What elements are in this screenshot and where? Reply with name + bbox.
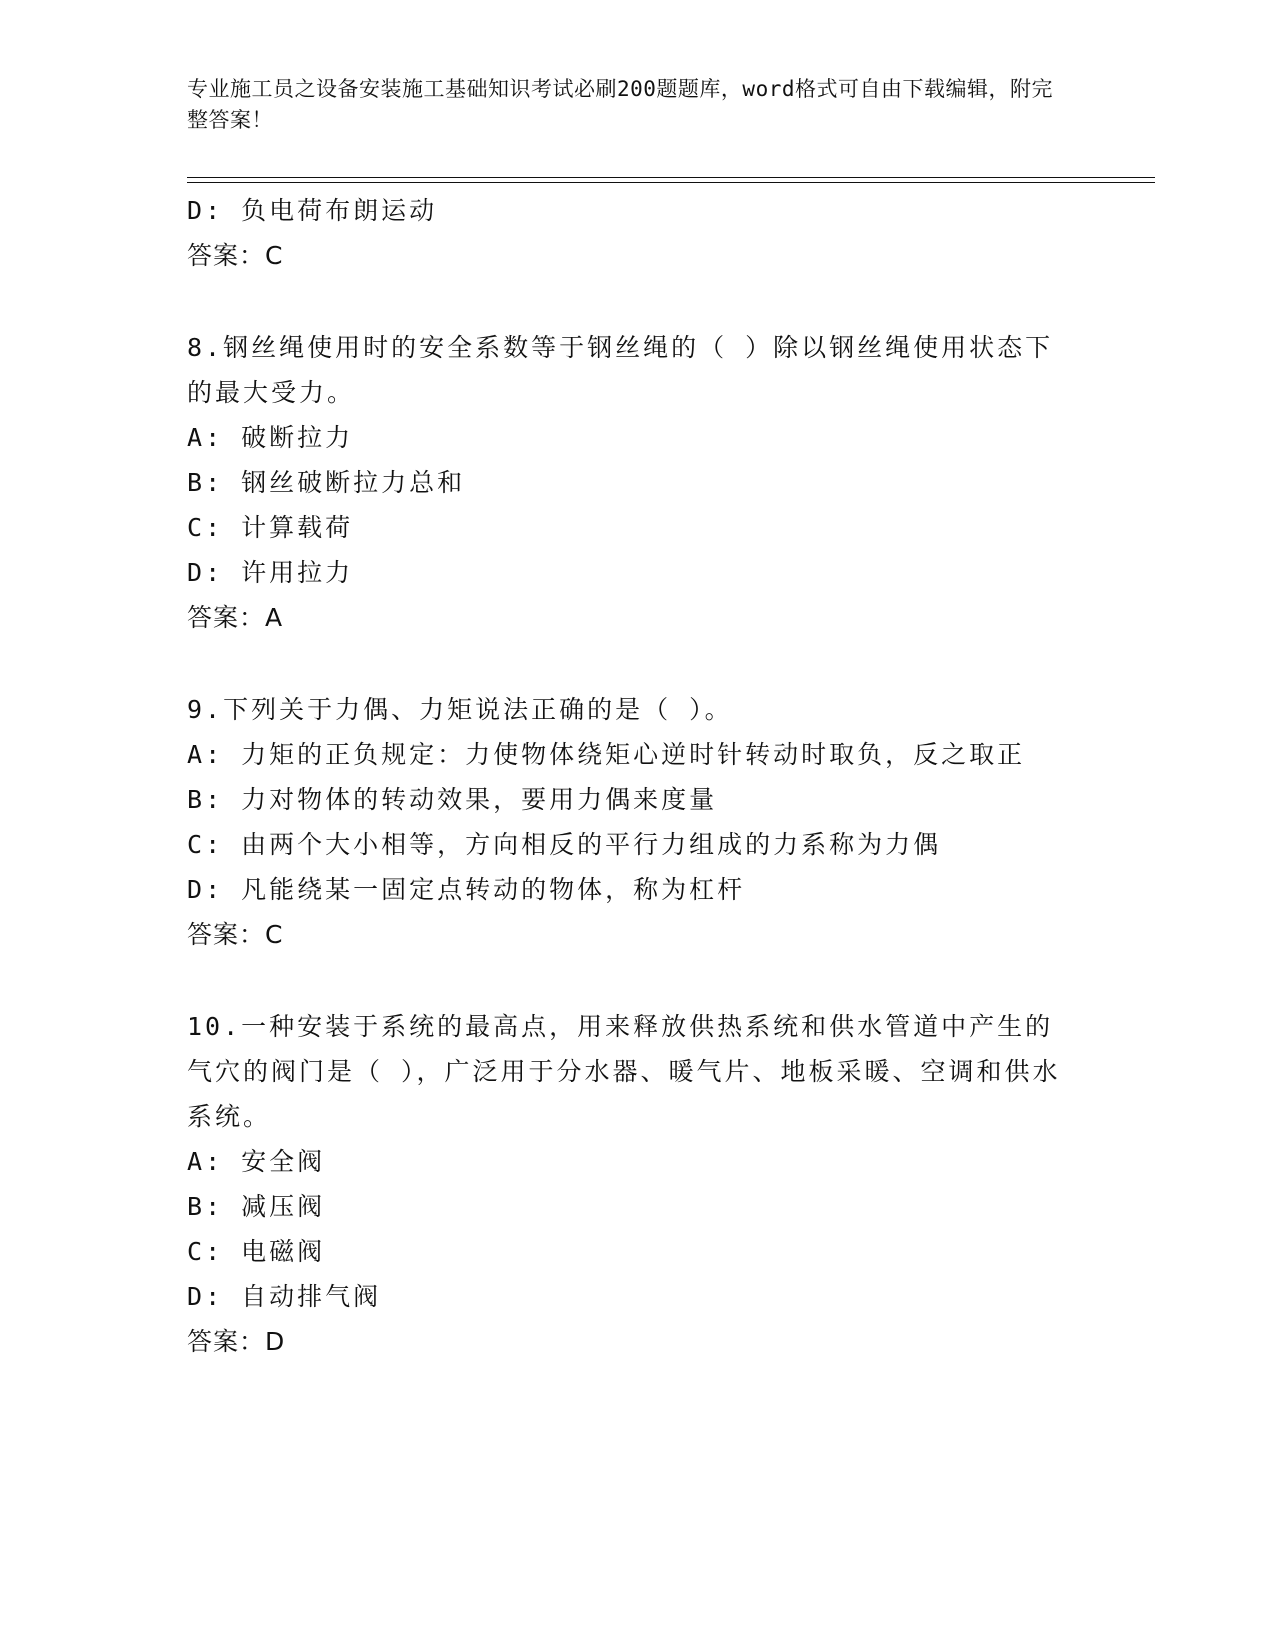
document-header [187,74,1067,136]
question-list [187,188,1067,1364]
option-a: A: 安全阀 [187,1147,326,1176]
option-c: C: 计算载荷 [187,513,354,542]
option-d: D: 自动排气阀 [187,1282,382,1311]
header-divider [187,182,1155,183]
answer-label: 答案：C [187,241,284,270]
question-text: 10.一种安装于系统的最高点，用来释放供热系统和供水管道中产生的气穴的阀门是（ ），广泛用于分水器、暖气片、地板采暖、空调和供水系统。 [187,1012,1061,1131]
option-a: A: 破断拉力 [187,423,354,452]
option-c: C: 电磁阀 [187,1237,326,1266]
question-block [187,188,1067,278]
header-divider [187,177,1155,178]
option-c: C: 由两个大小相等，方向相反的平行力组成的力系称为力偶 [187,830,942,859]
option-a: A: 力矩的正负规定：力使物体绕矩心逆时针转动时取负，反之取正 [187,740,1026,769]
question-text: 9.下列关于力偶、力矩说法正确的是（ ）。 [187,695,733,724]
header-title: 专业施工员之设备安装施工基础知识考试必刷200题题库，word格式可自由下载编辑，附完整答案！ [187,77,1053,132]
question-text: 8.钢丝绳使用时的安全系数等于钢丝绳的（ ）除以钢丝绳使用状态下的最大受力。 [187,333,1054,407]
option-b: B: 钢丝破断拉力总和 [187,468,466,497]
question-block [187,325,1067,640]
answer-label: 答案：A [187,603,284,632]
answer-label: 答案：D [187,1327,286,1356]
option-d: D: 许用拉力 [187,558,354,587]
question-block [187,687,1067,957]
option-b: B: 力对物体的转动效果，要用力偶来度量 [187,785,718,814]
answer-label: 答案：C [187,920,284,949]
question-block [187,1004,1067,1364]
option-d: D: 凡能绕某一固定点转动的物体，称为杠杆 [187,875,746,904]
option-b: B: 减压阀 [187,1192,326,1221]
option-d: D: 负电荷布朗运动 [187,196,438,225]
